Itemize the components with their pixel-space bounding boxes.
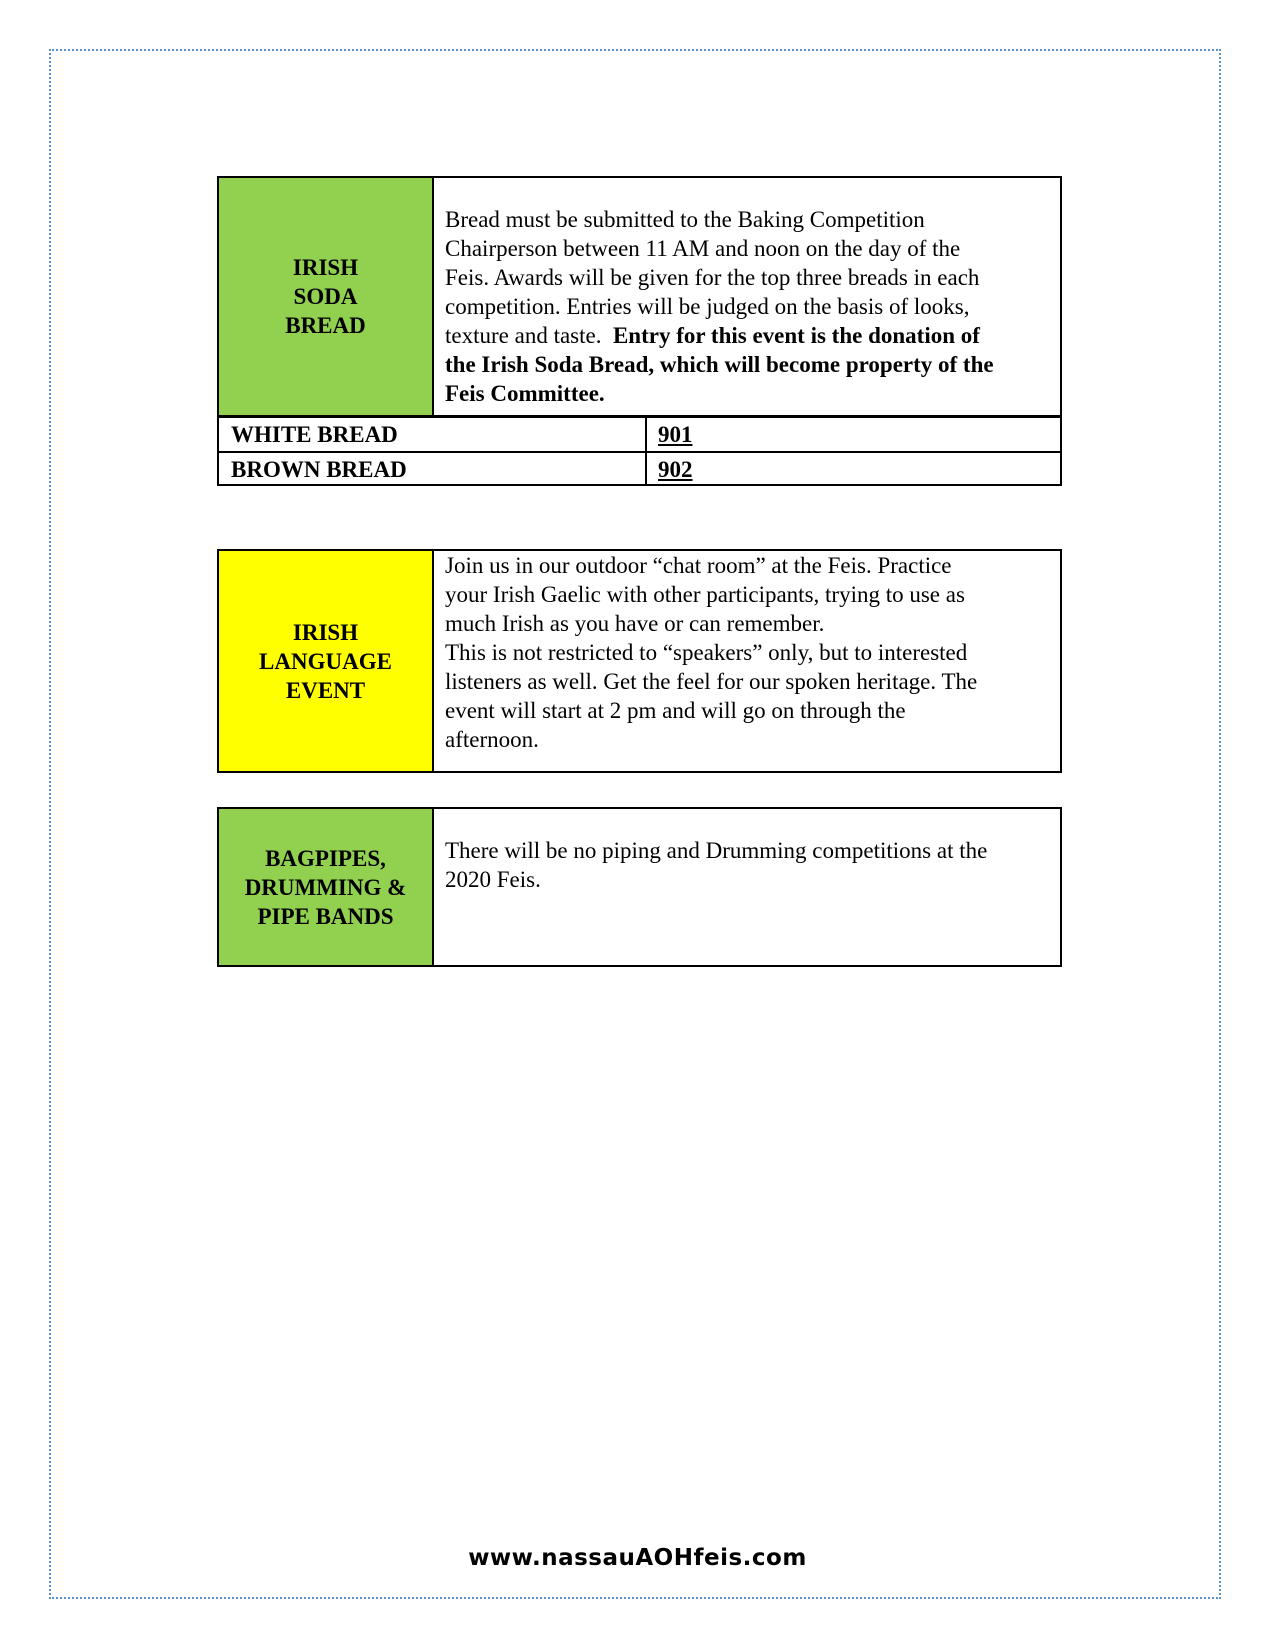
label-line: BREAD [285,313,366,338]
description-bold-text: Feis Committee. [445,381,605,406]
description-line: There will be no piping and Drumming competitions at the [445,838,988,863]
event-description-irish-soda-bread [434,178,1060,415]
event-bagpipes [217,807,1062,967]
label-line: IRISH [292,619,359,645]
label-line: DRUMMING & [244,874,407,900]
description-line [445,321,1048,350]
label-line: EVENT [285,677,366,703]
description-line [445,350,1048,379]
description-line: competition. Entries will be judged on the basis of looks, [445,294,970,319]
description-bold-text: the Irish Soda Bread, which will become property of the [445,352,994,377]
label-line: BAGPIPES, [265,845,386,871]
description-line: your Irish Gaelic with other participants, trying to use as [445,582,965,607]
event-description-irish-language [434,551,1060,771]
description-line: Bread must be submitted to the Baking Competition [445,207,925,232]
event-label-irish-language [219,551,434,771]
description-line [445,379,1048,408]
description-line: 2020 Feis. [445,867,541,892]
label-line: SODA [293,284,358,309]
description-line: much Irish as you have or can remember. [445,611,825,636]
label-line: PIPE BANDS [257,903,394,929]
event-label-irish-soda-bread [219,178,434,415]
description-line: Feis. Awards will be given for the top three breads in each [445,265,980,290]
description-bold-text: Entry for this event is the donation of [612,323,980,348]
footer-website-url: www.nassauAOHfeis.com [468,1545,807,1571]
event-label-bagpipes [219,809,434,965]
competition-row [219,418,1060,451]
description-plain-text: texture and taste. [445,323,613,348]
competition-number: 901 [658,422,693,447]
competition-name: WHITE BREAD [219,418,647,451]
description-line: Chairperson between 11 AM and noon on the day of the [445,236,961,261]
label-line: LANGUAGE [259,648,392,674]
event-description-bagpipes [434,809,1060,965]
event-irish-language [217,549,1062,773]
description-line: listeners as well. Get the feel for our spoken heritage. The [445,669,978,694]
competition-number: 902 [658,457,693,482]
event-irish-soda-bread [217,176,1062,486]
description-line: afternoon. [445,727,539,752]
competition-table [219,415,1060,484]
description-line: event will start at 2 pm and will go on through the [445,698,906,723]
competition-name: BROWN BREAD [219,453,647,484]
competition-row [219,451,1060,484]
description-line: This is not restricted to “speakers” only, but to interested [445,640,968,665]
label-line: IRISH [292,255,359,280]
description-line: Join us in our outdoor “chat room” at the Feis. Practice [445,553,952,578]
